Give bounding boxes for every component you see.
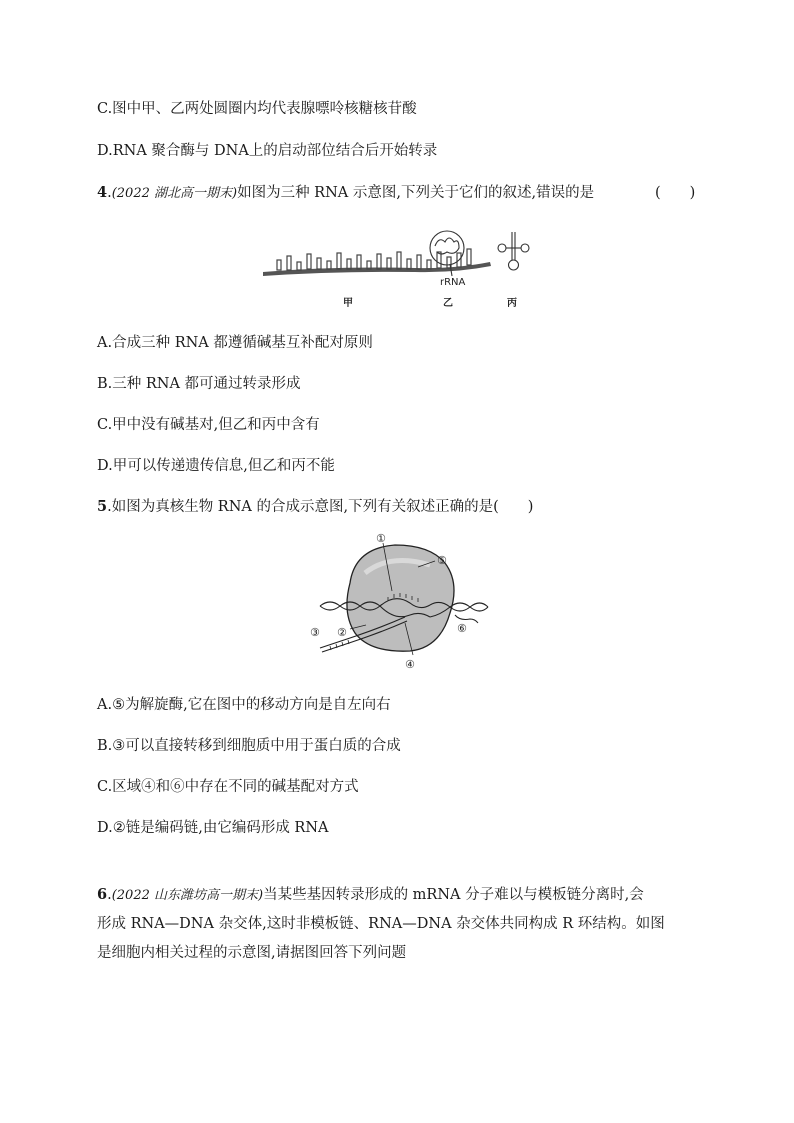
prev-option-d: D.RNA 聚合酶与 DNA上的启动部位结合后开始转录 [97, 143, 438, 159]
q5-option-b: B.③可以直接转移到细胞质中用于蛋白质的合成 [97, 738, 401, 754]
q4-option-b: B.三种 RNA 都可通过转录形成 [97, 376, 301, 392]
question-6-line-1: 6.(2022 山东潍坊高一期末)当某些基因转录形成的 mRNA 分子难以与模板链分离时,会 [97, 886, 644, 903]
question-text: 如图为真核生物 RNA 的合成示意图,下列有关叙述正确的是 [111, 499, 494, 515]
question-text: 当某些基因转录形成的 mRNA 分子难以与模板链分离时,会 [263, 887, 644, 903]
marker-4: ④ [405, 658, 415, 671]
question-5-stem: 5.如图为真核生物 RNA 的合成示意图,下列有关叙述正确的是( ) [97, 498, 534, 515]
question-6-line-2: 形成 RNA—DNA 杂交体,这时非模板链、RNA—DNA 杂交体共同构成 R 环结构。如图 [97, 916, 665, 932]
marker-3: ③ [310, 626, 320, 639]
q4-option-a: A.合成三种 RNA 都遵循碱基互补配对原则 [97, 335, 373, 351]
q5-option-a: A.⑤为解旋酶,它在图中的移动方向是自左向右 [97, 697, 391, 713]
marker-5: ⑤ [437, 554, 447, 567]
question-number: 6 [97, 886, 108, 903]
rna-types-figure [255, 228, 545, 313]
marker-6: ⑥ [457, 622, 467, 635]
question-text: 如图为三种 RNA 示意图,下列关于它们的叙述,错误的是 [237, 185, 595, 201]
q5-option-d: D.②链是编码链,由它编码形成 RNA [97, 820, 329, 836]
marker-2: ② [337, 626, 347, 639]
answer-paren: ( ) [655, 185, 696, 201]
rrna-label: rRNA [440, 277, 466, 288]
question-number: 5 [97, 498, 108, 515]
label-yi: 乙 [443, 298, 453, 309]
q4-option-d: D.甲可以传递遗传信息,但乙和丙不能 [97, 458, 335, 474]
question-number: 4 [97, 184, 108, 201]
question-source: (2022 山东潍坊高一期末) [111, 888, 264, 903]
trna-structure [498, 232, 529, 270]
q4-option-c: C.甲中没有碱基对,但乙和丙中含有 [97, 417, 320, 433]
label-jia: 甲 [343, 298, 353, 309]
question-6-line-3: 是细胞内相关过程的示意图,请据图回答下列问题 [97, 945, 407, 961]
prev-option-c: C.图中甲、乙两处圆圈内均代表腺嘌呤核糖核苷酸 [97, 101, 417, 117]
label-bing: 丙 [507, 298, 517, 309]
question-4-stem: 4.(2022 湖北高一期末)如图为三种 RNA 示意图,下列关于它们的叙述,错误的是 [97, 184, 595, 201]
question-source: (2022 湖北高一期末) [111, 186, 238, 201]
marker-1: ① [376, 533, 386, 545]
answer-paren: ( ) [493, 499, 534, 515]
q5-option-c: C.区域④和⑥中存在不同的碱基配对方式 [97, 779, 359, 795]
transcription-figure [310, 533, 495, 673]
